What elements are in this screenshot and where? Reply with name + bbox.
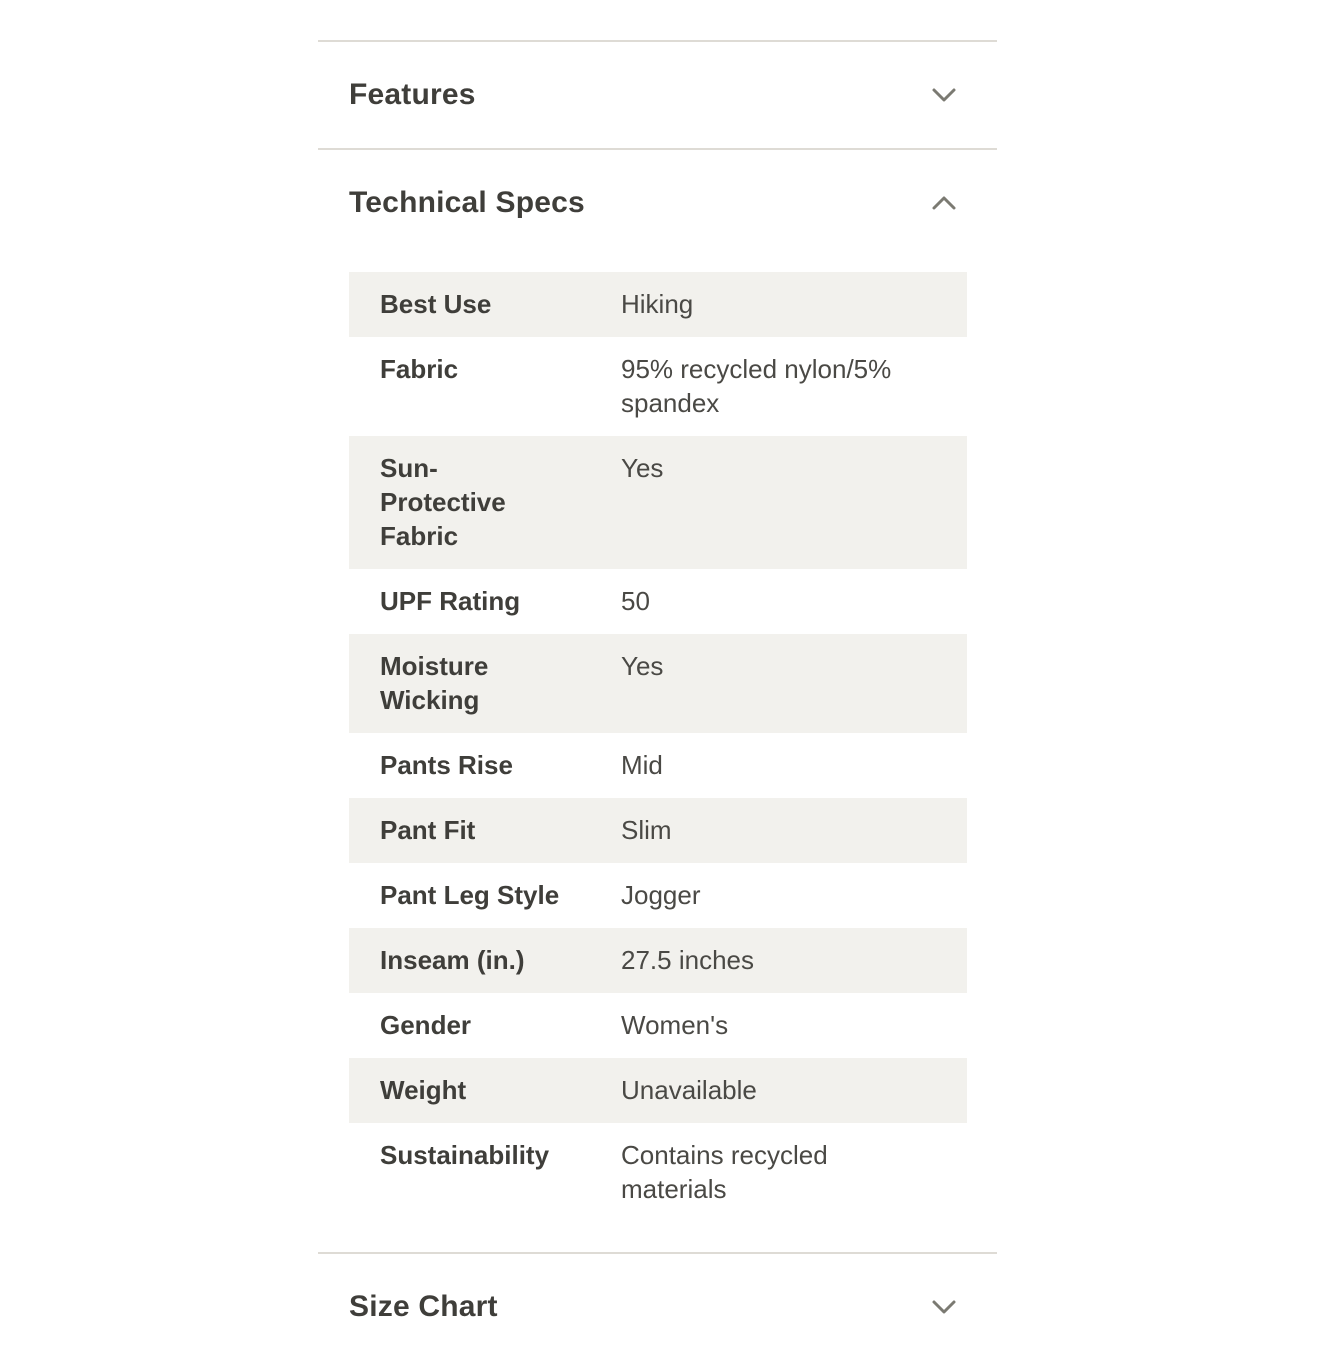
top-spacer xyxy=(318,0,997,40)
spec-row-sustainability xyxy=(349,1123,967,1222)
spec-value: Women's xyxy=(621,1010,729,1040)
spec-label: Best Use xyxy=(380,289,492,319)
spec-row-best-use xyxy=(349,272,967,337)
spec-value: Unavailable xyxy=(621,1075,757,1105)
technical-specs-table xyxy=(349,272,967,1222)
technical-specs-accordion-header[interactable] xyxy=(318,150,997,256)
product-details-accordion xyxy=(318,0,997,1360)
spec-value: Contains recycled materials xyxy=(621,1140,828,1204)
spec-value: Yes xyxy=(621,651,664,681)
spec-row-pant-leg-style xyxy=(349,863,967,928)
spec-label: Fabric xyxy=(380,354,459,384)
chevron-up-icon[interactable] xyxy=(931,195,957,211)
spec-label: UPF Rating xyxy=(380,586,521,616)
features-title: Features xyxy=(349,78,476,111)
spec-row-inseam xyxy=(349,928,967,993)
spec-label: Pant Leg Style xyxy=(380,880,560,910)
spec-value: Mid xyxy=(621,750,663,780)
spec-label: Gender xyxy=(380,1010,472,1040)
spec-label: Pants Rise xyxy=(380,750,513,780)
spec-label: Pant Fit xyxy=(380,815,476,845)
spec-value: Jogger xyxy=(621,880,701,910)
spec-label: Sun-Protective Fabric xyxy=(380,453,506,551)
spec-row-pants-rise xyxy=(349,733,967,798)
spec-row-fabric xyxy=(349,337,967,436)
chevron-down-icon[interactable] xyxy=(931,1299,957,1315)
section-spacer xyxy=(318,1222,997,1252)
spec-value: 27.5 inches xyxy=(621,945,754,975)
spec-label: Inseam (in.) xyxy=(380,945,525,975)
spec-row-weight xyxy=(349,1058,967,1123)
features-accordion-header[interactable] xyxy=(318,42,997,148)
spec-row-moisture-wicking xyxy=(349,634,967,733)
spec-value: Slim xyxy=(621,815,672,845)
technical-specs-title: Technical Specs xyxy=(349,186,585,219)
spec-value: Hiking xyxy=(621,289,694,319)
spec-value: Yes xyxy=(621,453,664,483)
spec-label: Weight xyxy=(380,1075,467,1105)
spec-label: Sustainability xyxy=(380,1140,550,1170)
spec-row-gender xyxy=(349,993,967,1058)
chevron-down-icon[interactable] xyxy=(931,87,957,103)
spec-row-upf-rating xyxy=(349,569,967,634)
spec-value: 95% recycled nylon/5% spandex xyxy=(621,354,892,418)
spec-label: Moisture Wicking xyxy=(380,651,489,715)
spec-row-sun-protective-fabric xyxy=(349,436,967,569)
spec-row-pant-fit xyxy=(349,798,967,863)
size-chart-title: Size Chart xyxy=(349,1290,498,1323)
spec-value: 50 xyxy=(621,586,650,616)
size-chart-accordion-header[interactable] xyxy=(318,1254,997,1360)
